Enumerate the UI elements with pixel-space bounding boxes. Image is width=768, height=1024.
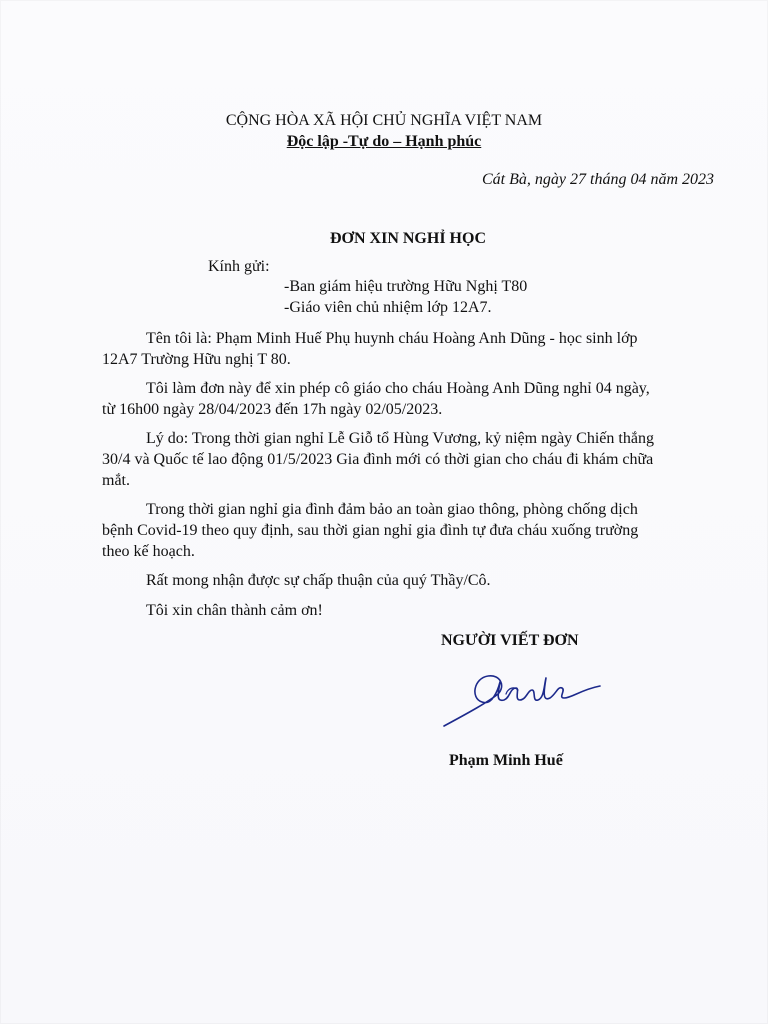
signer-name: Phạm Minh Huế: [449, 752, 563, 769]
country-header: CỘNG HÒA XÃ HỘI CHỦ NGHĨA VIỆT NAM: [225, 112, 543, 129]
safety-line: theo kế hoạch.: [102, 543, 195, 560]
handwritten-signature: [440, 668, 610, 730]
request-line: từ 16h00 ngày 28/04/2023 đến 17h ngày 02/05/2023.: [102, 401, 443, 418]
request-line: Tôi làm đơn này để xin phép cô giáo cho cháu Hoàng Anh Dũng nghỉ 04 ngày,: [146, 380, 650, 397]
place-date: Cát Bà, ngày 27 tháng 04 năm 2023: [482, 171, 714, 188]
document-title: ĐƠN XIN NGHỈ HỌC: [329, 230, 486, 247]
intro-line: Tên tôi là: Phạm Minh Huế Phụ huynh cháu Hoàng Anh Dũng - học sinh lớp: [146, 330, 638, 347]
motto: Độc lập -Tự do – Hạnh phúc: [286, 133, 482, 150]
greeting-label: Kính gửi:: [208, 258, 270, 275]
thanks-line: Tôi xin chân thành cảm ơn!: [146, 602, 323, 619]
reason-line: 30/4 và Quốc tế lao động 01/5/2023 Gia đình mới có thời gian cho cháu đi khám chữa: [102, 451, 654, 468]
hope-line: Rất mong nhận được sự chấp thuận của quý Thầy/Cô.: [146, 572, 491, 589]
reason-line: mắt.: [102, 472, 130, 489]
recipient-item: -Ban giám hiệu trường Hữu Nghị T80: [284, 278, 528, 295]
signature-role: NGƯỜI VIẾT ĐƠN: [441, 632, 579, 649]
reason-line: Lý do: Trong thời gian nghỉ Lễ Giỗ tổ Hùng Vương, kỷ niệm ngày Chiến thắng: [146, 430, 654, 447]
intro-line: 12A7 Trường Hữu nghị T 80.: [102, 351, 291, 368]
recipient-item: -Giáo viên chủ nhiệm lớp 12A7.: [284, 299, 492, 316]
safety-line: bệnh Covid-19 theo quy định, sau thời gian nghỉ gia đình tự đưa cháu xuống trường: [102, 522, 639, 539]
safety-line: Trong thời gian nghỉ gia đình đảm bảo an toàn giao thông, phòng chống dịch: [146, 501, 638, 518]
